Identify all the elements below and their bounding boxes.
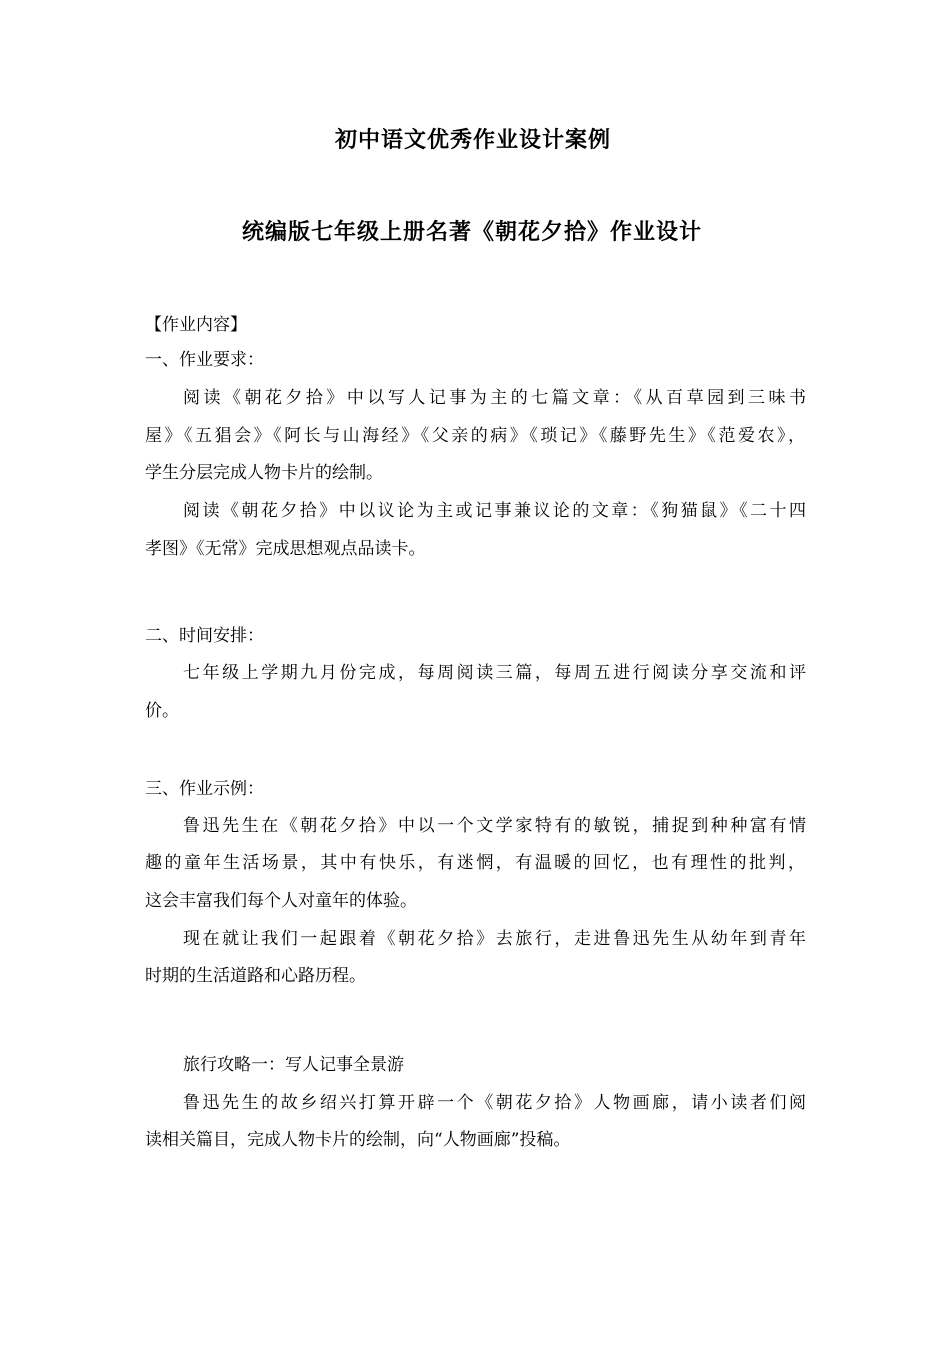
paragraph-line: 时期的生活道路和心路历程。 xyxy=(145,966,366,986)
document-title: 初中语文优秀作业设计案例 xyxy=(334,128,611,153)
paragraph-line: 七年级上学期九月份完成，每周阅读三篇，每周五进行阅读分享交流和评 xyxy=(183,663,806,683)
paragraph-line: 价。 xyxy=(145,701,179,721)
paragraph-line: 阅读《朝花夕拾》中以议论为主或记事兼议论的文章：《狗猫鼠》《二十四 xyxy=(183,501,806,521)
section-heading-requirements: 一、作业要求： xyxy=(145,350,264,370)
guide-heading: 旅行攻略一：写人记事全景游 xyxy=(183,1055,404,1075)
document-subtitle: 统编版七年级上册名著《朝花夕拾》作业设计 xyxy=(241,220,702,245)
paragraph-line: 这会丰富我们每个人对童年的体验。 xyxy=(145,891,417,911)
content-heading: 【作业内容】 xyxy=(145,315,247,335)
section-heading-schedule: 二、时间安排： xyxy=(145,626,264,646)
paragraph-line: 鲁迅先生的故乡绍兴打算开辟一个《朝花夕拾》人物画廊，请小读者们阅 xyxy=(183,1093,806,1113)
paragraph-line: 孝图》《无常》完成思想观点品读卡。 xyxy=(145,539,426,559)
paragraph-line: 学生分层完成人物卡片的绘制。 xyxy=(145,463,383,483)
paragraph-line: 屋》《五猖会》《阿长与山海经》《父亲的病》《琐记》《藤野先生》《范爱农》， xyxy=(145,426,805,446)
paragraph-line: 趣的童年生活场景，其中有快乐，有迷惘，有温暖的回忆，也有理性的批判， xyxy=(145,853,805,873)
paragraph-line: 阅读《朝花夕拾》中以写人记事为主的七篇文章：《从百草园到三味书 xyxy=(183,388,806,408)
paragraph-line: 读相关篇目，完成人物卡片的绘制，向“人物画廊”投稿。 xyxy=(145,1130,571,1150)
section-heading-example: 三、作业示例： xyxy=(145,779,264,799)
paragraph-line: 鲁迅先生在《朝花夕拾》中以一个文学家特有的敏锐，捕捉到种种富有情 xyxy=(183,816,806,836)
paragraph-line: 现在就让我们一起跟着《朝花夕拾》去旅行，走进鲁迅先生从幼年到青年 xyxy=(183,929,806,949)
